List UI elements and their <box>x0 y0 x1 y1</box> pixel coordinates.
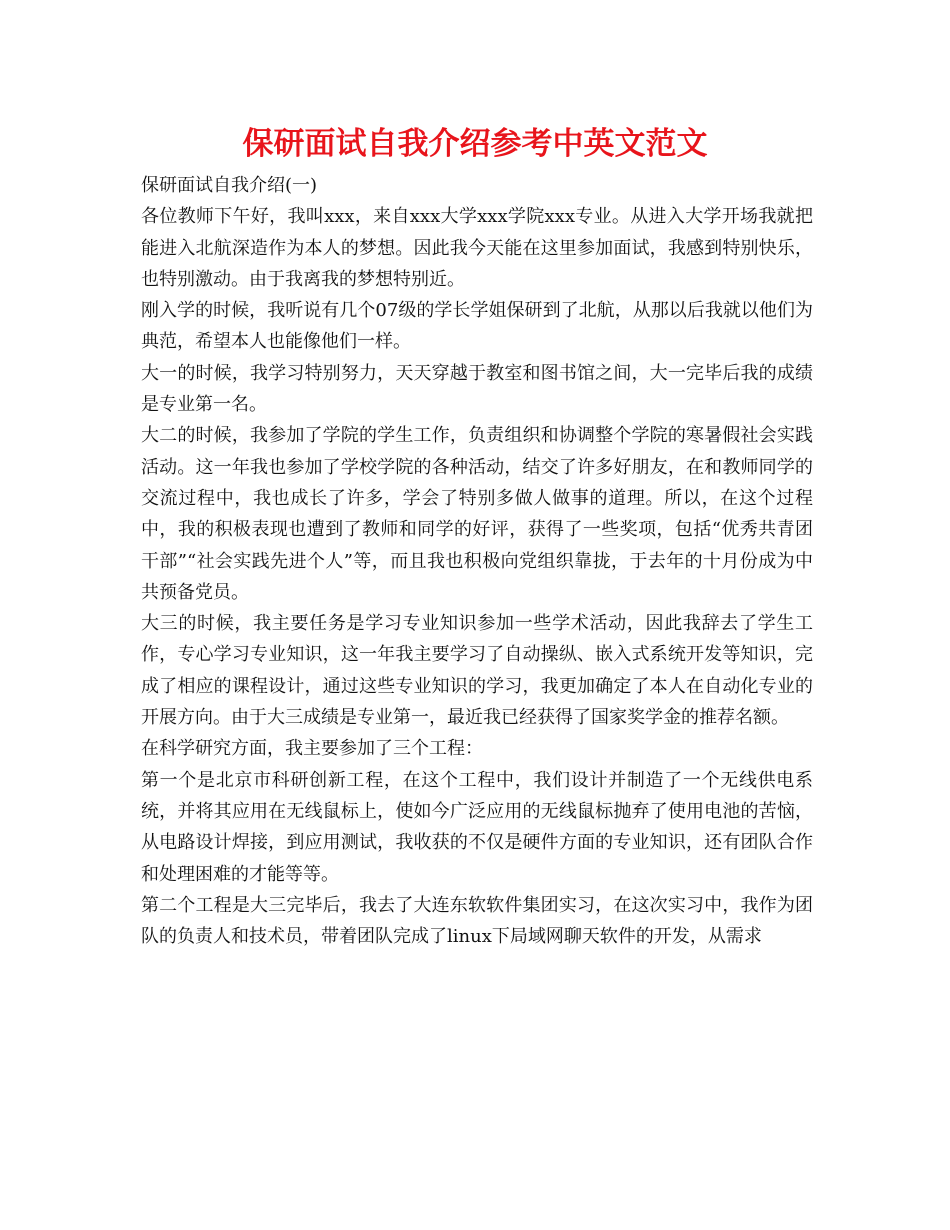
paragraph: 大三的时候，我主要任务是学习专业知识参加一些学术活动，因此我辞去了学生工作，专心学习专业知识，这一年我主要学习了自动操纵、嵌入式系统开发等知识，完成了相应的课程设计，通过这些专业知识的学习，我更加确定了本人在自动化专业的开展方向。由于大三成绩是专业第一，最近我已经获得了国家奖学金的推荐名额。 <box>141 613 813 729</box>
paragraph: 大二的时候，我参加了学院的学生工作，负责组织和协调整个学院的寒暑假社会实践活动。这一年我也参加了学校学院的各种活动，结交了许多好朋友，在和教师同学的交流过程中，我也成长了许多，学会了特别多做人做事的道理。所以，在这个过程中，我的积极表现也遭到了教师和同学的好评，获得了一些奖项，包括“优秀共青团干部”“社会实践先进个人”等，而且我也积极向党组织靠拢，于去年的十月份成为中共预备党员。 <box>141 425 813 603</box>
paragraph: 在科学研究方面，我主要参加了三个工程： <box>141 738 483 760</box>
paragraph: 刚入学的时候，我听说有几个07级的学长学姐保研到了北航，从那以后我就以他们为典范，希望本人也能像他们一样。 <box>141 300 813 353</box>
document-body <box>141 170 813 952</box>
document-title: 保研面试自我介绍参考中英文范文 <box>242 126 708 162</box>
section-heading: 保研面试自我介绍(一) <box>141 175 318 196</box>
paragraph: 各位教师下午好，我叫xxx，来自xxx大学xxx学院xxx专业。从进入大学开场我就把能进入北航深造作为本人的梦想。因此我今天能在这里参加面试，我感到特别快乐，也特别激动。由于我离我的梦想特别近。 <box>141 206 813 290</box>
paragraph: 大一的时候，我学习特别努力，天天穿越于教室和图书馆之间，大一完毕后我的成绩是专业第一名。 <box>141 362 813 416</box>
paragraph: 第二个工程是大三完毕后，我去了大连东软软件集团实习，在这次实习中，我作为团队的负责人和技术员，带着团队完成了linux下局域网聊天软件的开发，从需求 <box>141 894 813 948</box>
paragraph: 第一个是北京市科研创新工程，在这个工程中，我们设计并制造了一个无线供电系统，并将其应用在无线鼠标上，使如今广泛应用的无线鼠标抛弃了使用电池的苦恼，从电路设计焊接，到应用测试，我收获的不仅是硬件方面的专业知识，还有团队合作和处理困难的才能等等。 <box>141 769 813 885</box>
